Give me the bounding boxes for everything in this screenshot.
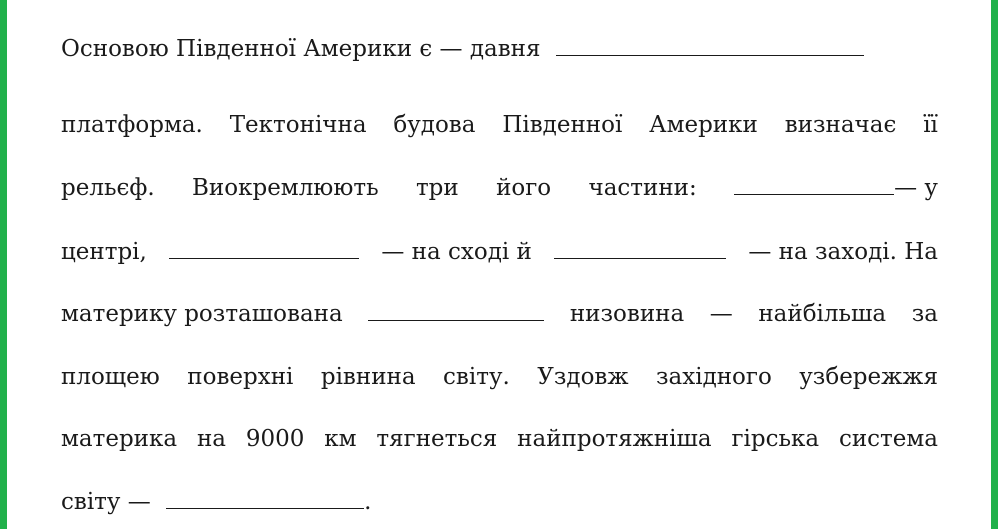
word: Південної	[502, 112, 623, 138]
word: площею	[61, 364, 160, 390]
answer-blank-1[interactable]	[556, 33, 864, 56]
line-8-start: світу —	[61, 489, 151, 515]
line-4	[61, 236, 938, 267]
answer-blank-3[interactable]	[169, 236, 359, 259]
line-7-text: материка на 9000 км тягнеться найпротяжніша гірська система	[61, 426, 938, 452]
line-7	[61, 424, 938, 454]
word: поверхні	[187, 364, 294, 390]
word: світу.	[443, 364, 510, 390]
line-5-start: материку розташована	[61, 301, 343, 327]
word: найбільша	[758, 301, 887, 327]
answer-blank-2[interactable]	[734, 172, 894, 195]
word: рівнина	[320, 364, 416, 390]
line-4-start: центрі,	[61, 239, 147, 265]
answer-group-center	[734, 172, 938, 203]
answer-blank-5[interactable]	[368, 298, 544, 321]
line-1	[61, 33, 938, 64]
word: Виокремлюють	[192, 175, 379, 201]
line-8	[61, 486, 938, 517]
word: платформа.	[61, 112, 203, 138]
word: Тектонічна	[229, 112, 367, 138]
word: визначає	[784, 112, 897, 138]
answer-blank-4[interactable]	[554, 236, 726, 259]
word: частини:	[588, 175, 697, 201]
line-2	[61, 110, 938, 140]
line-6	[61, 362, 938, 392]
word: три	[415, 175, 459, 201]
line-4-end: — на заході. На	[748, 239, 938, 265]
dash-u: — у	[894, 175, 938, 201]
word: узбережжя	[799, 364, 938, 390]
word: Уздовж	[537, 364, 629, 390]
frame-border-left	[0, 0, 7, 529]
worksheet	[7, 0, 991, 529]
frame-border-right	[991, 0, 998, 529]
line-3	[61, 172, 938, 203]
word: її	[923, 112, 938, 138]
word: його	[496, 175, 552, 201]
word: Америки	[649, 112, 758, 138]
word: за	[911, 301, 938, 327]
word: рельєф.	[61, 175, 155, 201]
line-4-mid: — на сході й	[381, 239, 532, 265]
word: західного	[655, 364, 772, 390]
line-5-after-blank: низовина	[569, 301, 685, 327]
line-1-text: Основою Південної Америки є — давня	[61, 36, 541, 62]
answer-blank-6[interactable]	[166, 486, 364, 509]
word: —	[709, 301, 733, 327]
line-5	[61, 298, 938, 329]
line-8-end: .	[364, 489, 372, 515]
word: будова	[393, 112, 476, 138]
